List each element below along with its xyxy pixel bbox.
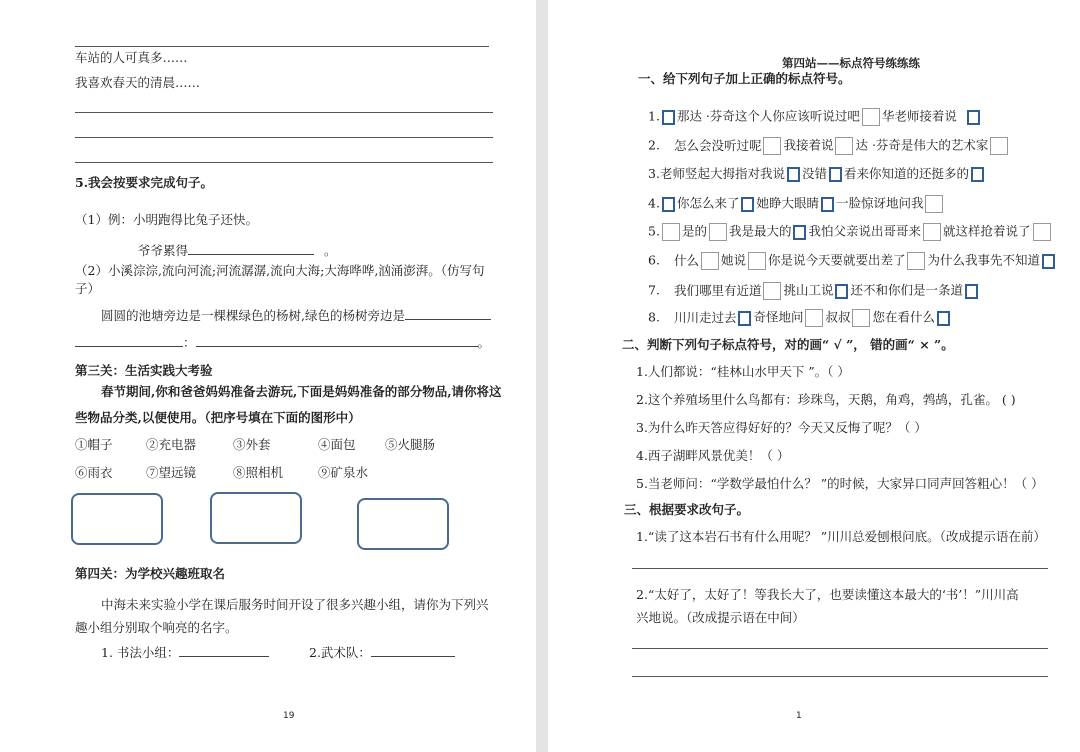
fill-blank[interactable]	[179, 644, 269, 657]
punct-box[interactable]	[1042, 254, 1055, 269]
punct-box[interactable]	[821, 197, 834, 212]
period: 。	[477, 335, 491, 350]
page-number: 1	[796, 711, 802, 721]
prompt-line-1: 车站的人可真多……	[75, 50, 188, 65]
punct-box[interactable]	[763, 282, 781, 300]
item-2: ②充电器	[146, 437, 197, 452]
example-2: （2）小溪淙淙,流向河流;河流潺潺,流向大海;大海哗哗,汹涌澎湃。（仿写句	[75, 263, 485, 278]
judge-5: 5.当老师问：“学数学最怕什么？ ”的时候，大家异口同声回答粗心！（ ）	[636, 476, 1044, 491]
punct-box[interactable]	[971, 167, 984, 182]
section-5-title: 5.我会按要求完成句子。	[75, 175, 214, 190]
punct-box[interactable]	[662, 197, 675, 212]
left-page	[0, 0, 536, 752]
fill-prefix: 爷爷累得	[138, 243, 189, 258]
punct-box[interactable]	[862, 108, 880, 126]
punct-box[interactable]	[923, 223, 941, 241]
answer-line	[632, 568, 1048, 569]
category-box-2[interactable]	[210, 492, 302, 544]
question-6: 6. 什么 她说 你是说今天要就要出差了 为什么我事先不知道	[648, 252, 1057, 270]
fill-sentence-1	[138, 242, 337, 259]
punct-box[interactable]	[990, 137, 1008, 155]
punct-box[interactable]	[925, 195, 943, 213]
martial-arts-label: 2.武术队：	[309, 645, 371, 660]
section-4-title: 第四关：为学校兴趣班取名	[75, 566, 226, 581]
rewrite-2: 2.“太好了，太好了！等我长大了，也要读懂这本最大的‘书’！”川川高	[636, 587, 1019, 602]
question-1: 1. 那达 ·芬奇这个人你应该听说过吧 华老师接着说	[648, 108, 982, 126]
page-number: 19	[283, 711, 295, 721]
fill-blank[interactable]	[371, 644, 455, 657]
rewrite-2-cont: 兴地说。（改成提示语在中间）	[636, 610, 805, 625]
punct-box[interactable]	[937, 311, 950, 326]
right-page	[548, 0, 1080, 752]
item-9: ⑨矿泉水	[318, 465, 369, 480]
fill-blank[interactable]	[75, 334, 183, 347]
item-1: ①帽子	[75, 437, 113, 452]
name-calligraphy	[101, 644, 269, 661]
item-7: ⑦望远镜	[146, 465, 197, 480]
judge-2: 2.这个养殖场里什么鸟都有：珍珠鸟，天鹅，角鸡，鹁鸪，孔雀。 ( )	[636, 392, 1016, 407]
example-1: （1）例：小明跑得比兔子还快。	[75, 212, 258, 227]
punct-box[interactable]	[701, 252, 719, 270]
item-3: ③外套	[233, 437, 271, 452]
example-2-cont: 子）	[75, 281, 101, 296]
answer-line	[75, 162, 493, 163]
question-2: 2. 怎么会没听过呢 我接着说 达 ·芬奇是伟大的艺术家	[648, 137, 1010, 155]
punct-box[interactable]	[787, 167, 800, 182]
section-4-para-2: 趣小组分别取个响亮的名字。	[75, 620, 238, 635]
section-4-para-1: 中海未来实验小学在课后服务时间开设了很多兴趣小组，请你为下列兴	[101, 597, 489, 612]
category-box-3[interactable]	[357, 498, 449, 550]
judge-1: 1.人们都说：“桂林山水甲天下 ”。（ ）	[636, 364, 850, 379]
punct-box[interactable]	[748, 252, 766, 270]
fill-blank[interactable]	[188, 242, 314, 255]
part-1-title: 一、给下列句子加上正确的标点符号。	[638, 71, 851, 86]
worksheet-title: 第四站——标点符号练练练	[782, 56, 920, 70]
answer-line	[632, 648, 1048, 649]
calligraphy-label: 1. 书法小组：	[101, 645, 180, 660]
part-3-title: 三、根据要求改句子。	[624, 502, 750, 517]
answer-line	[75, 112, 493, 113]
section-3-title: 第三关：生活实践大考验	[75, 363, 213, 378]
section-3-para-1: 春节期间,你和爸爸妈妈准备去游玩,下面是妈妈准备的部分物品,请你将这	[101, 384, 502, 399]
punct-box[interactable]	[965, 284, 978, 299]
category-box-1[interactable]	[71, 493, 163, 545]
fill-blank[interactable]	[405, 307, 491, 320]
punct-box[interactable]	[805, 309, 823, 327]
question-8: 8. 川川走过去 奇怪地问 叔叔 您在看什么	[648, 309, 952, 327]
item-4: ④面包	[318, 437, 356, 452]
question-4: 4. 你怎么来了 她睁大眼睛 一脸惊讶地问我	[648, 195, 945, 213]
item-6: ⑥雨衣	[75, 465, 113, 480]
part-2-title: 二、判断下列句子标点符号，对的画“ √ ”， 错的画“ × ”。	[622, 337, 954, 352]
punct-box[interactable]	[662, 110, 675, 125]
section-3-para-2: 些物品分类,以便使用。（把序号填在下面的图形中）	[75, 410, 361, 425]
punct-box[interactable]	[829, 167, 842, 182]
punct-box[interactable]	[852, 309, 870, 327]
question-3: 3.老师竖起大拇指对我说 没错 看来你知道的还挺多的	[648, 166, 986, 182]
punct-box[interactable]	[835, 284, 848, 299]
item-8: ⑧照相机	[233, 465, 284, 480]
answer-line	[632, 676, 1048, 677]
punct-box[interactable]	[763, 137, 781, 155]
imitate-sentence	[101, 307, 491, 324]
punct-box[interactable]	[793, 225, 806, 240]
answer-line	[75, 46, 489, 47]
punct-box[interactable]	[662, 223, 680, 241]
imitate-sentence-cont	[75, 334, 490, 351]
fill-suffix: 。	[324, 243, 337, 258]
question-7: 7. 我们哪里有近道 挑山工说 还不和你们是一条道	[648, 282, 980, 300]
judge-4: 4.西子湖畔风景优美！（ ）	[636, 448, 790, 463]
question-5: 5. 是的 我是最大的 我怕父亲说出哥哥来 就这样抢着说了	[648, 223, 1053, 241]
punct-box[interactable]	[907, 252, 925, 270]
fill-blank[interactable]	[196, 334, 478, 347]
prompt-line-2: 我喜欢春天的清晨……	[75, 75, 201, 90]
punct-box[interactable]	[741, 197, 754, 212]
colon: ：	[183, 335, 196, 350]
rewrite-1: 1.“读了这本岩石书有什么用呢？ ”川川总爱刨根问底。（改成提示语在前）	[636, 529, 1046, 544]
name-martial-arts	[309, 644, 455, 661]
imitate-text: 圆圆的池塘旁边是一棵棵绿色的杨树,绿色的杨树旁边是	[101, 308, 405, 323]
punct-box[interactable]	[709, 223, 727, 241]
punct-box[interactable]	[738, 311, 751, 326]
punct-box[interactable]	[1033, 223, 1051, 241]
judge-3: 3.为什么昨天答应得好好的？今天又反悔了呢？（ ）	[636, 420, 927, 435]
punct-box[interactable]	[835, 137, 853, 155]
answer-line	[75, 137, 493, 138]
punct-box[interactable]	[967, 110, 980, 125]
item-5: ⑤火腿肠	[385, 437, 436, 452]
